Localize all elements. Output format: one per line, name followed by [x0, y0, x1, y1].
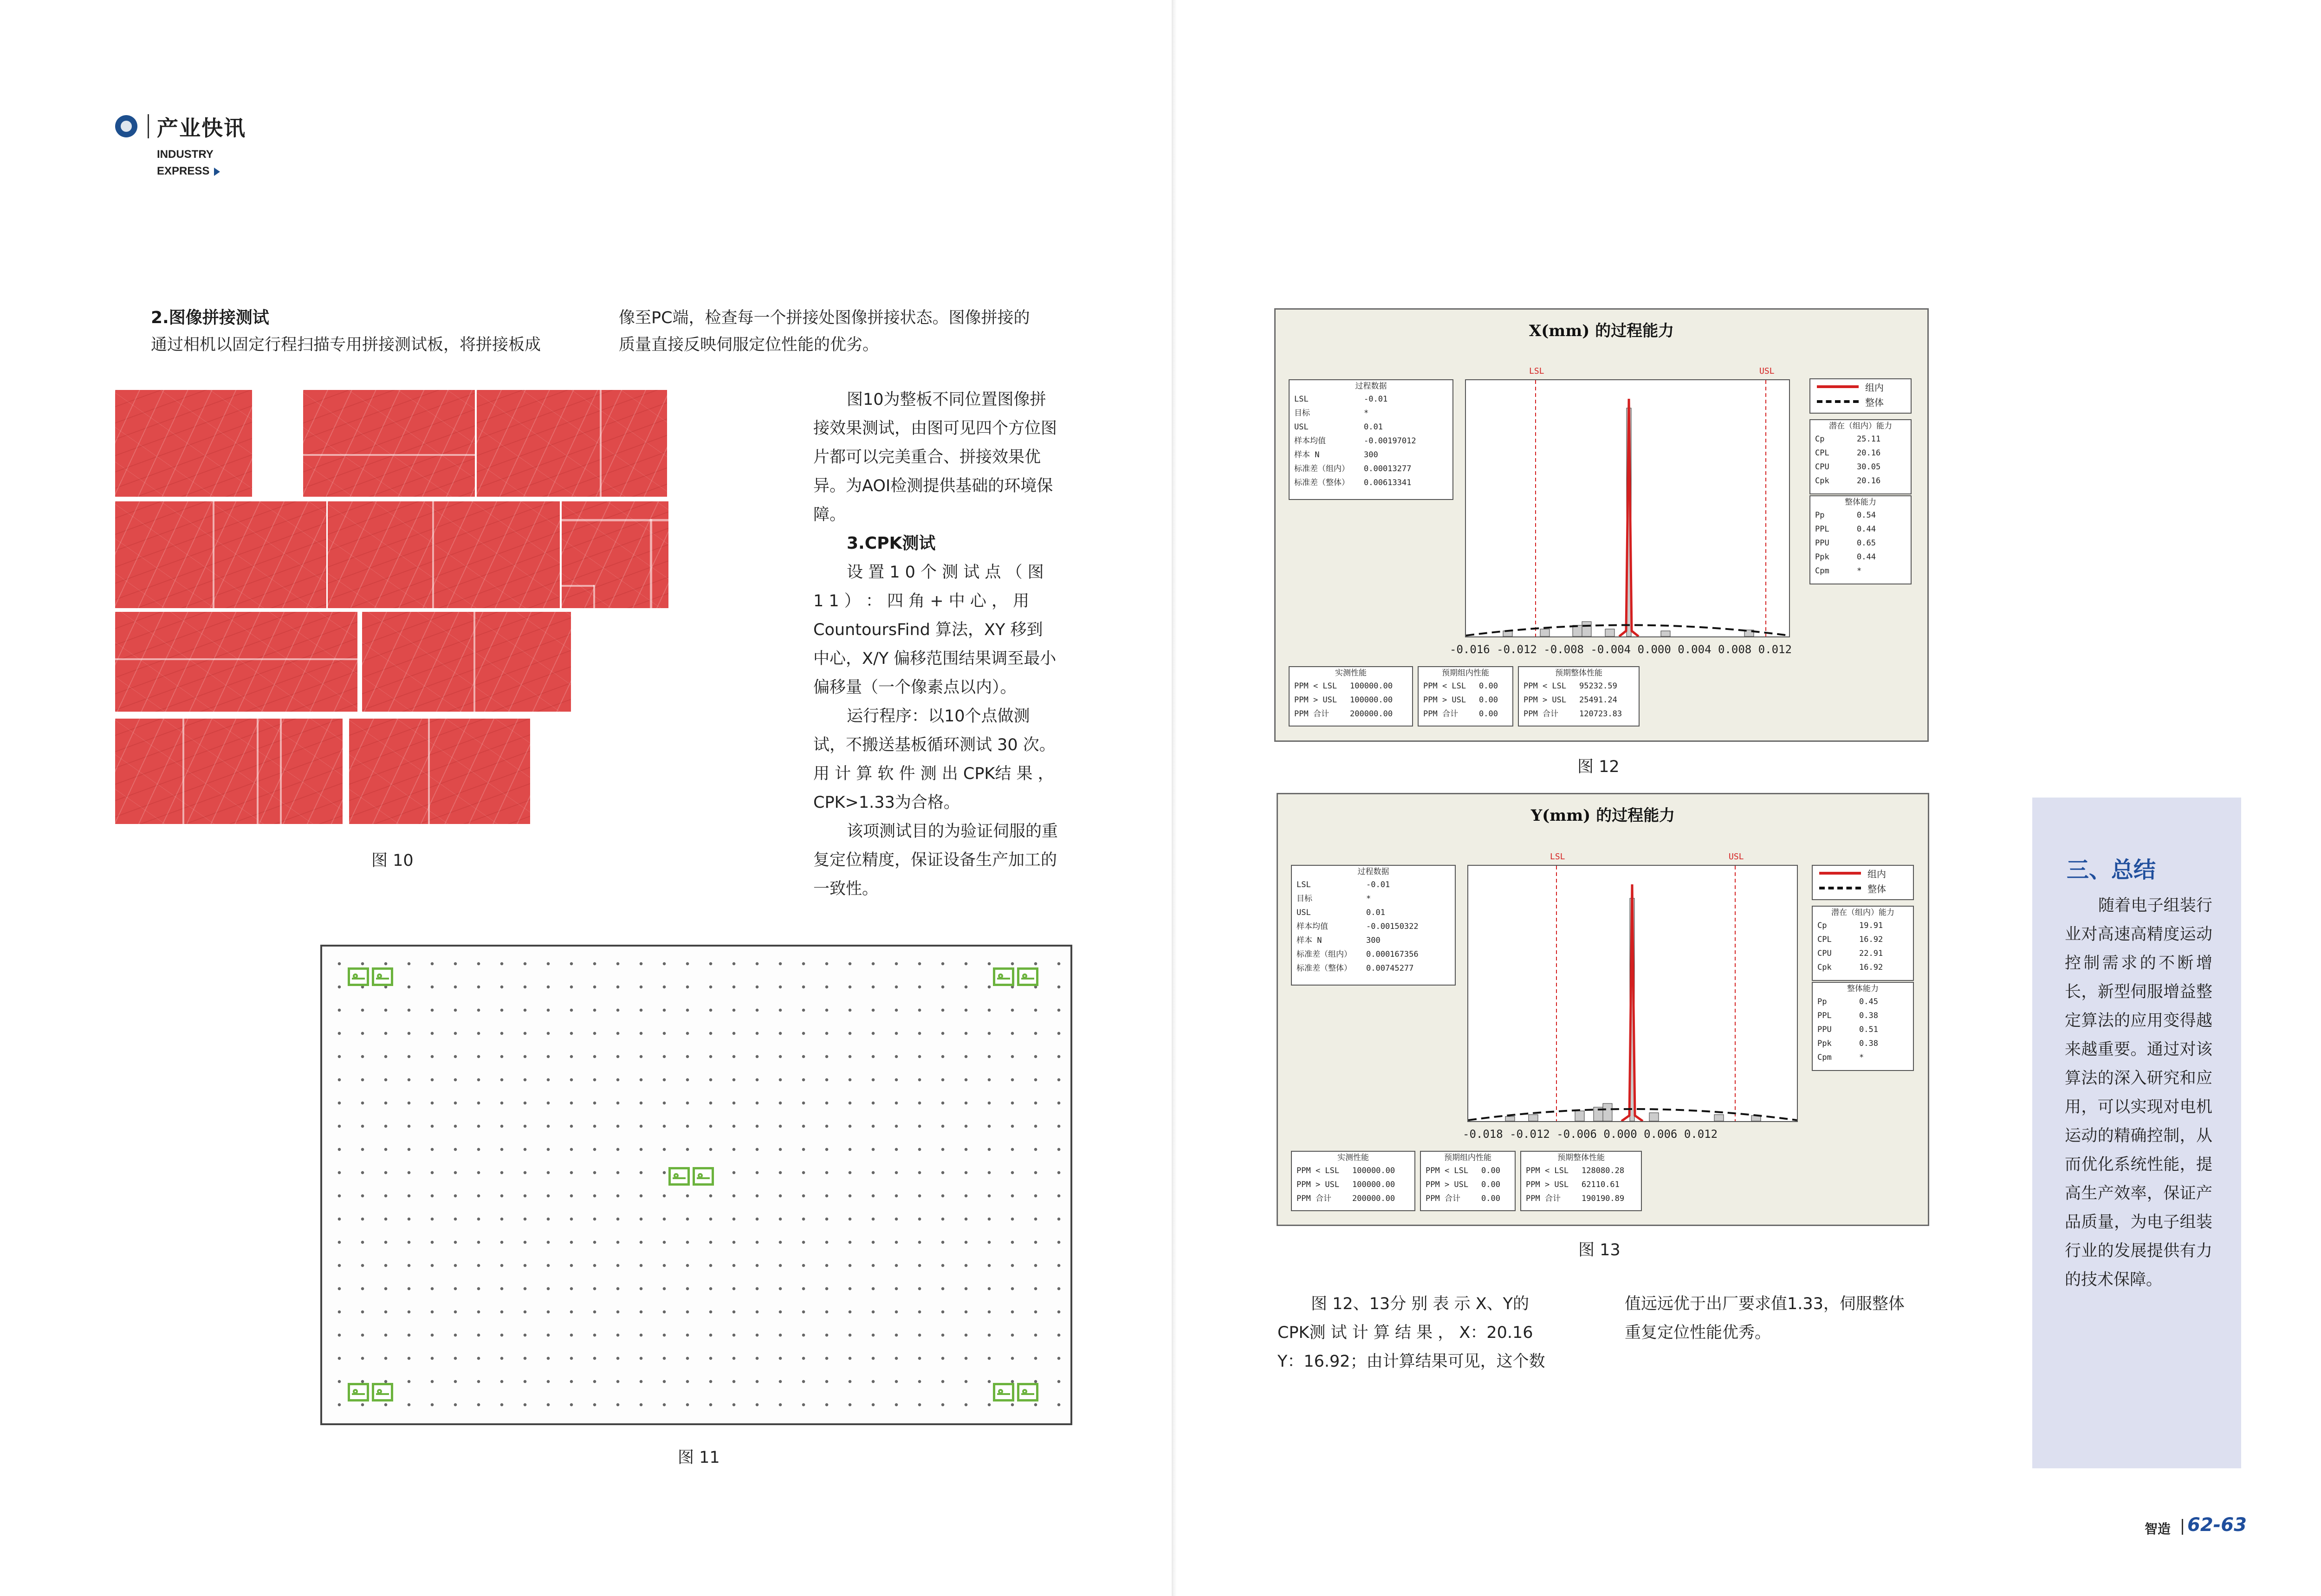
stat-value: 0.01: [1364, 422, 1383, 432]
lsl-label: LSL: [1550, 852, 1565, 862]
stat-label: Cpm: [1815, 566, 1829, 576]
stat-value: 0.00: [1481, 1166, 1500, 1175]
legend-swatch: [1817, 385, 1859, 388]
stat-label: 样本均值: [1294, 436, 1326, 446]
stat-label: Cp: [1815, 435, 1825, 444]
overall-capability-header: 整体能力: [1845, 498, 1876, 507]
stat-value: 0.38: [1859, 1039, 1878, 1048]
fiducial-mark-icon: [372, 967, 393, 986]
stat-value: 300: [1366, 936, 1381, 945]
stat-value: 0.45: [1859, 997, 1878, 1006]
section3-line: 运行程序：以10个点做测: [847, 707, 1030, 726]
expected-overall-box: [1518, 666, 1640, 727]
stat-label: PPM > USL: [1423, 695, 1466, 705]
usl-label: USL: [1759, 366, 1775, 376]
x-axis-ticks: -0.018 -0.012 -0.006 0.000 0.006 0.012: [1463, 1128, 1718, 1141]
stat-value: 0.54: [1857, 511, 1876, 520]
expected-overall-box: [1520, 1151, 1642, 1211]
subtitle-line-1: INDUSTRY: [157, 148, 214, 161]
stitch-tile: [328, 501, 560, 608]
stitch-tile: [562, 501, 668, 608]
stitch-tile: [477, 390, 667, 497]
section2-col2-line1: 像至PC端，检查每一个拼接处图像拼接状态。图像拼接的: [619, 309, 1030, 327]
stat-label: PPM > USL: [1426, 1180, 1469, 1189]
expected-within-box: [1420, 1151, 1516, 1211]
histogram-plot: [1467, 852, 1798, 1122]
stat-label: 目标: [1294, 409, 1310, 418]
stat-value: *: [1859, 1053, 1864, 1062]
stat-value: 0.00: [1479, 709, 1498, 719]
stat-label: Cpk: [1817, 963, 1832, 972]
stat-value: 0.00013277: [1364, 464, 1412, 474]
stat-label: 目标: [1297, 894, 1312, 903]
stat-value: 0.00: [1479, 695, 1498, 705]
process-data-header: 过程数据: [1355, 382, 1387, 391]
within-capability-box: [1812, 906, 1914, 981]
figure-12-chart: [1274, 308, 1929, 742]
arrow-right-icon: [214, 168, 220, 176]
x-axis-ticks: -0.016 -0.012 -0.008 -0.004 0.000 0.004 0.008 0.012: [1450, 643, 1792, 656]
stitch-tile: [303, 390, 475, 497]
section3-line: 复定位精度，保证设备生产加工的: [813, 851, 1057, 869]
stat-value: 16.92: [1859, 935, 1883, 944]
legend-item-within: [1813, 866, 1913, 881]
stat-value: 200000.00: [1352, 1194, 1395, 1203]
stat-value: *: [1364, 409, 1369, 418]
stat-value: 25.11: [1857, 435, 1881, 444]
section3-line: 一致性。: [813, 880, 879, 898]
stat-label: PPU: [1817, 1025, 1832, 1034]
stat-label: PPM 合计: [1526, 1194, 1561, 1203]
stitch-tile: [115, 612, 357, 712]
fiducial-mark-icon: [348, 1383, 369, 1401]
legend-swatch: [1819, 887, 1861, 889]
histogram-bar: [1575, 1111, 1584, 1121]
stat-value: 0.00: [1479, 681, 1498, 691]
stat-value: -0.00150322: [1366, 922, 1419, 931]
stat-value: 100000.00: [1350, 695, 1393, 705]
stitch-tile: [115, 390, 252, 497]
stitch-tile: [349, 719, 530, 824]
stat-value: 0.44: [1857, 552, 1876, 562]
legend-swatch: [1817, 400, 1859, 403]
figure-11-test-board: [320, 945, 1072, 1425]
within-capability-header: 潜在（组内）能力: [1829, 422, 1892, 431]
stat-value: 0.44: [1857, 525, 1876, 534]
fig10-text-block: [813, 385, 1081, 903]
header-divider: [148, 114, 149, 138]
section3-line: 1 1 ） ： 四 角 + 中 心 ， 用: [813, 592, 1030, 610]
stat-value: 0.65: [1857, 538, 1876, 548]
fig10-text-line: 片都可以完美重合、拼接效果优: [813, 448, 1041, 467]
process-data-box: [1291, 865, 1456, 986]
stat-label: Ppk: [1815, 552, 1829, 562]
section3-line: 中心，X/Y 偏移范围结果调至最小: [813, 649, 1057, 668]
stat-label: PPM > USL: [1297, 1180, 1340, 1189]
footer-divider: [2182, 1519, 2183, 1535]
stat-value: 0.01: [1366, 908, 1385, 917]
fig10-text-line: 图10为整板不同位置图像拼: [847, 390, 1046, 409]
histogram-plot: [1465, 366, 1790, 637]
stat-value: 62110.61: [1582, 1180, 1620, 1189]
fiducial-mark-icon: [348, 967, 369, 986]
section3-heading: 3.CPK测试: [847, 534, 936, 553]
stat-label: LSL: [1294, 395, 1309, 404]
stat-label: PPL: [1815, 525, 1829, 534]
stat-label: PPM > USL: [1524, 695, 1567, 705]
stat-label: USL: [1297, 908, 1311, 917]
process-data-box: [1289, 379, 1453, 500]
overall-capability-box: [1812, 982, 1914, 1071]
fiducial-mark-icon: [668, 1167, 690, 1186]
stat-value: 0.00: [1481, 1180, 1500, 1189]
stat-label: 标准差（组内）: [1297, 950, 1352, 959]
page-spine-shadow: [1173, 0, 1177, 1596]
figure-13-caption: 图 13: [1578, 1241, 1621, 1259]
expected-within-header: 预期组内性能: [1444, 1153, 1491, 1162]
fiducial-mark-icon: [993, 1383, 1014, 1401]
magazine-logo-icon: [115, 115, 137, 137]
fig10-text-line: 接效果测试，由图可见四个方位图: [813, 419, 1057, 438]
stat-label: CPL: [1815, 448, 1829, 458]
histogram-bar: [1529, 1115, 1538, 1121]
section3-line: CPK>1.33为合格。: [813, 793, 960, 812]
legend-item-overall: [1810, 394, 1911, 409]
figure-13-chart: [1277, 793, 1929, 1226]
fiducial-mark-icon: [1017, 967, 1038, 986]
stat-value: 20.16: [1857, 448, 1881, 458]
stat-value: 128080.28: [1582, 1166, 1625, 1175]
section3-line: 设 置 1 0 个 测 试 点 （ 图: [847, 563, 1044, 582]
stat-label: PPM < LSL: [1524, 681, 1567, 691]
stat-label: 标准差（整体）: [1294, 478, 1349, 487]
chart-legend: [1809, 378, 1912, 414]
stat-value: 22.91: [1859, 949, 1883, 958]
section2-col2-line2: 质量直接反映伺服定位性能的优劣。: [619, 336, 879, 354]
stat-label: PPM 合计: [1423, 709, 1458, 719]
fig10-text-line: 障。: [813, 506, 846, 524]
results-line: 图 12、13分 别 表 示 X、Y的: [1311, 1295, 1530, 1313]
figure-12-caption: 图 12: [1577, 758, 1620, 776]
stat-label: 标准差（组内）: [1294, 464, 1349, 474]
chart-title: X(mm) 的过程能力: [1529, 322, 1674, 340]
stitch-tile: [115, 501, 326, 608]
stat-label: CPU: [1817, 949, 1832, 958]
lsl-label: LSL: [1529, 366, 1544, 376]
histogram-bar: [1605, 629, 1614, 636]
stat-label: CPU: [1815, 462, 1829, 472]
stat-label: PPU: [1815, 538, 1829, 548]
stat-label: 标准差（整体）: [1297, 964, 1352, 973]
stat-value: 19.91: [1859, 921, 1883, 930]
fiducial-mark-icon: [693, 1167, 714, 1186]
observed-performance-box: [1291, 1151, 1415, 1211]
stat-label: 样本均值: [1297, 922, 1328, 931]
stat-label: LSL: [1297, 880, 1311, 889]
stat-label: PPM > USL: [1294, 695, 1337, 705]
histogram-bar: [1661, 631, 1670, 636]
stat-label: Pp: [1817, 997, 1827, 1006]
stat-label: 样本 N: [1297, 936, 1322, 945]
within-capability-header: 潜在（组内）能力: [1831, 908, 1894, 917]
stat-value: *: [1857, 566, 1862, 576]
usl-label: USL: [1729, 852, 1744, 862]
stat-value: *: [1366, 894, 1371, 903]
stat-value: 0.38: [1859, 1011, 1878, 1020]
stat-value: 25491.24: [1579, 695, 1617, 705]
stat-label: PPM < LSL: [1423, 681, 1466, 691]
stat-label: USL: [1294, 422, 1309, 432]
results-line: 重复定位性能优秀。: [1625, 1324, 1771, 1342]
legend-swatch: [1819, 872, 1861, 875]
chart-title: Y(mm) 的过程能力: [1530, 806, 1675, 825]
stat-label: Ppk: [1817, 1039, 1832, 1048]
stat-label: 样本 N: [1294, 450, 1320, 460]
histogram-svg: [1466, 380, 1789, 636]
page-number: 62-63: [2187, 1514, 2247, 1536]
stat-value: 0.00745277: [1366, 964, 1414, 973]
fiducial-mark-icon: [993, 967, 1014, 986]
section3-line: 试，不搬送基板循环测试 30 次。: [813, 736, 1056, 754]
stat-value: 300: [1364, 450, 1378, 460]
results-line: 值远远优于出厂要求值1.33，伺服整体: [1625, 1295, 1905, 1313]
stat-label: PPM < LSL: [1426, 1166, 1469, 1175]
figure-11-caption: 图 11: [678, 1448, 720, 1467]
stat-label: PPM < LSL: [1294, 681, 1337, 691]
stat-value: 100000.00: [1352, 1180, 1395, 1189]
results-col2: [1625, 1290, 1950, 1347]
expected-overall-header: 预期整体性能: [1555, 668, 1602, 678]
overall-capability-box: [1809, 495, 1912, 584]
section3-line: 偏移量（一个像素点以内）。: [813, 678, 1017, 697]
fiducial-mark-icon: [1017, 1383, 1038, 1401]
stat-label: PPL: [1817, 1011, 1832, 1020]
expected-within-box: [1418, 666, 1513, 727]
observed-performance-header: 实测性能: [1337, 1153, 1369, 1162]
stat-value: 200000.00: [1350, 709, 1393, 719]
section3-line: CountoursFind 算法，XY 移到: [813, 621, 1043, 639]
stat-label: Cp: [1817, 921, 1827, 930]
histogram-bar: [1649, 1113, 1659, 1121]
figure-10-caption: 图 10: [371, 851, 414, 870]
observed-performance-box: [1289, 666, 1413, 727]
expected-within-header: 预期组内性能: [1442, 668, 1489, 678]
section2-line1: 通过相机以固定行程扫描专用拼接测试板，将拼接板成: [151, 336, 541, 354]
stat-label: PPM 合计: [1294, 709, 1329, 719]
summary-text: 随着电子组装行业对高速高精度运动控制需求的不断增长，新型伺服增益整定算法的应用变得越来越重要。通过对该算法的深入研究和应用，可以实现对电机运动的精确控制，从而优化系统性能，提高生产效率，保证产品质量，为电子组装行业的发展提供有力的技术保障。: [2065, 896, 2212, 1289]
stat-value: 20.16: [1857, 476, 1881, 486]
section3-line: 用 计 算 软 件 测 出 CPK结 果 ，: [813, 765, 1054, 783]
histogram-bar: [1582, 622, 1591, 636]
stat-label: Pp: [1815, 511, 1825, 520]
stat-value: 0.00: [1481, 1194, 1500, 1203]
observed-performance-header: 实测性能: [1335, 668, 1367, 678]
histogram-bar: [1603, 1103, 1612, 1121]
stat-label: PPM < LSL: [1297, 1166, 1340, 1175]
histogram-bar: [1540, 629, 1549, 636]
results-line: CPK测 试 计 算 结 果 ， X：20.16: [1277, 1324, 1533, 1342]
results-col1: [1277, 1290, 1584, 1376]
section3-line: 该项测试目的为验证伺服的重: [847, 822, 1058, 841]
footer-label: 智造: [2145, 1521, 2171, 1537]
results-line: Y：16.92；由计算结果可见，这个数: [1277, 1352, 1545, 1371]
stat-value: 0.51: [1859, 1025, 1878, 1034]
subtitle-line-2: [157, 163, 220, 180]
stat-value: 0.000167356: [1366, 950, 1419, 959]
legend-item-overall: [1813, 881, 1913, 895]
legend-label: 组内: [1865, 382, 1884, 393]
fiducial-mark-icon: [372, 1383, 393, 1401]
legend-label: 整体: [1867, 883, 1886, 895]
legend-item-within: [1810, 379, 1911, 394]
fig10-text-line: 异。为AOI检测提供基础的环境保: [813, 477, 1053, 495]
stat-value: 190190.89: [1582, 1194, 1625, 1203]
stat-label: Cpm: [1817, 1053, 1832, 1062]
stat-label: PPM 合计: [1426, 1194, 1460, 1203]
histogram-bar: [1505, 1116, 1515, 1121]
subtitle-line-2-text: EXPRESS: [157, 165, 210, 177]
stat-label: PPM < LSL: [1526, 1166, 1569, 1175]
stat-label: PPM 合计: [1524, 709, 1558, 719]
expected-overall-header: 预期整体性能: [1557, 1153, 1605, 1162]
process-data-header: 过程数据: [1357, 867, 1389, 876]
legend-label: 组内: [1867, 868, 1886, 880]
section-subtitle: [157, 146, 220, 180]
stat-value: 0.00613341: [1364, 478, 1412, 487]
stitch-tile: [115, 719, 343, 824]
stat-value: 16.92: [1859, 963, 1883, 972]
stat-value: -0.00197012: [1364, 436, 1416, 446]
stat-value: 100000.00: [1350, 681, 1393, 691]
stat-value: 120723.83: [1579, 709, 1622, 719]
stat-value: -0.01: [1364, 395, 1388, 404]
stat-label: Cpk: [1815, 476, 1829, 486]
chart-legend: [1812, 865, 1914, 900]
stat-label: PPM > USL: [1526, 1180, 1569, 1189]
legend-label: 整体: [1865, 396, 1884, 408]
section-title: 产业快讯: [157, 116, 246, 141]
histogram-bar: [1714, 1115, 1724, 1121]
summary-heading: 三、总结: [2067, 857, 2156, 883]
stat-value: 30.05: [1857, 462, 1881, 472]
histogram-svg: [1468, 866, 1797, 1121]
stat-value: 95232.59: [1579, 681, 1617, 691]
stat-label: PPM 合计: [1297, 1194, 1331, 1203]
stitch-tile: [362, 612, 571, 712]
stat-label: CPL: [1817, 935, 1832, 944]
within-capability-box: [1809, 419, 1912, 494]
stat-value: 100000.00: [1352, 1166, 1395, 1175]
stat-value: -0.01: [1366, 880, 1390, 889]
section2-heading: 2.图像拼接测试: [151, 308, 269, 327]
overall-capability-header: 整体能力: [1847, 984, 1879, 993]
